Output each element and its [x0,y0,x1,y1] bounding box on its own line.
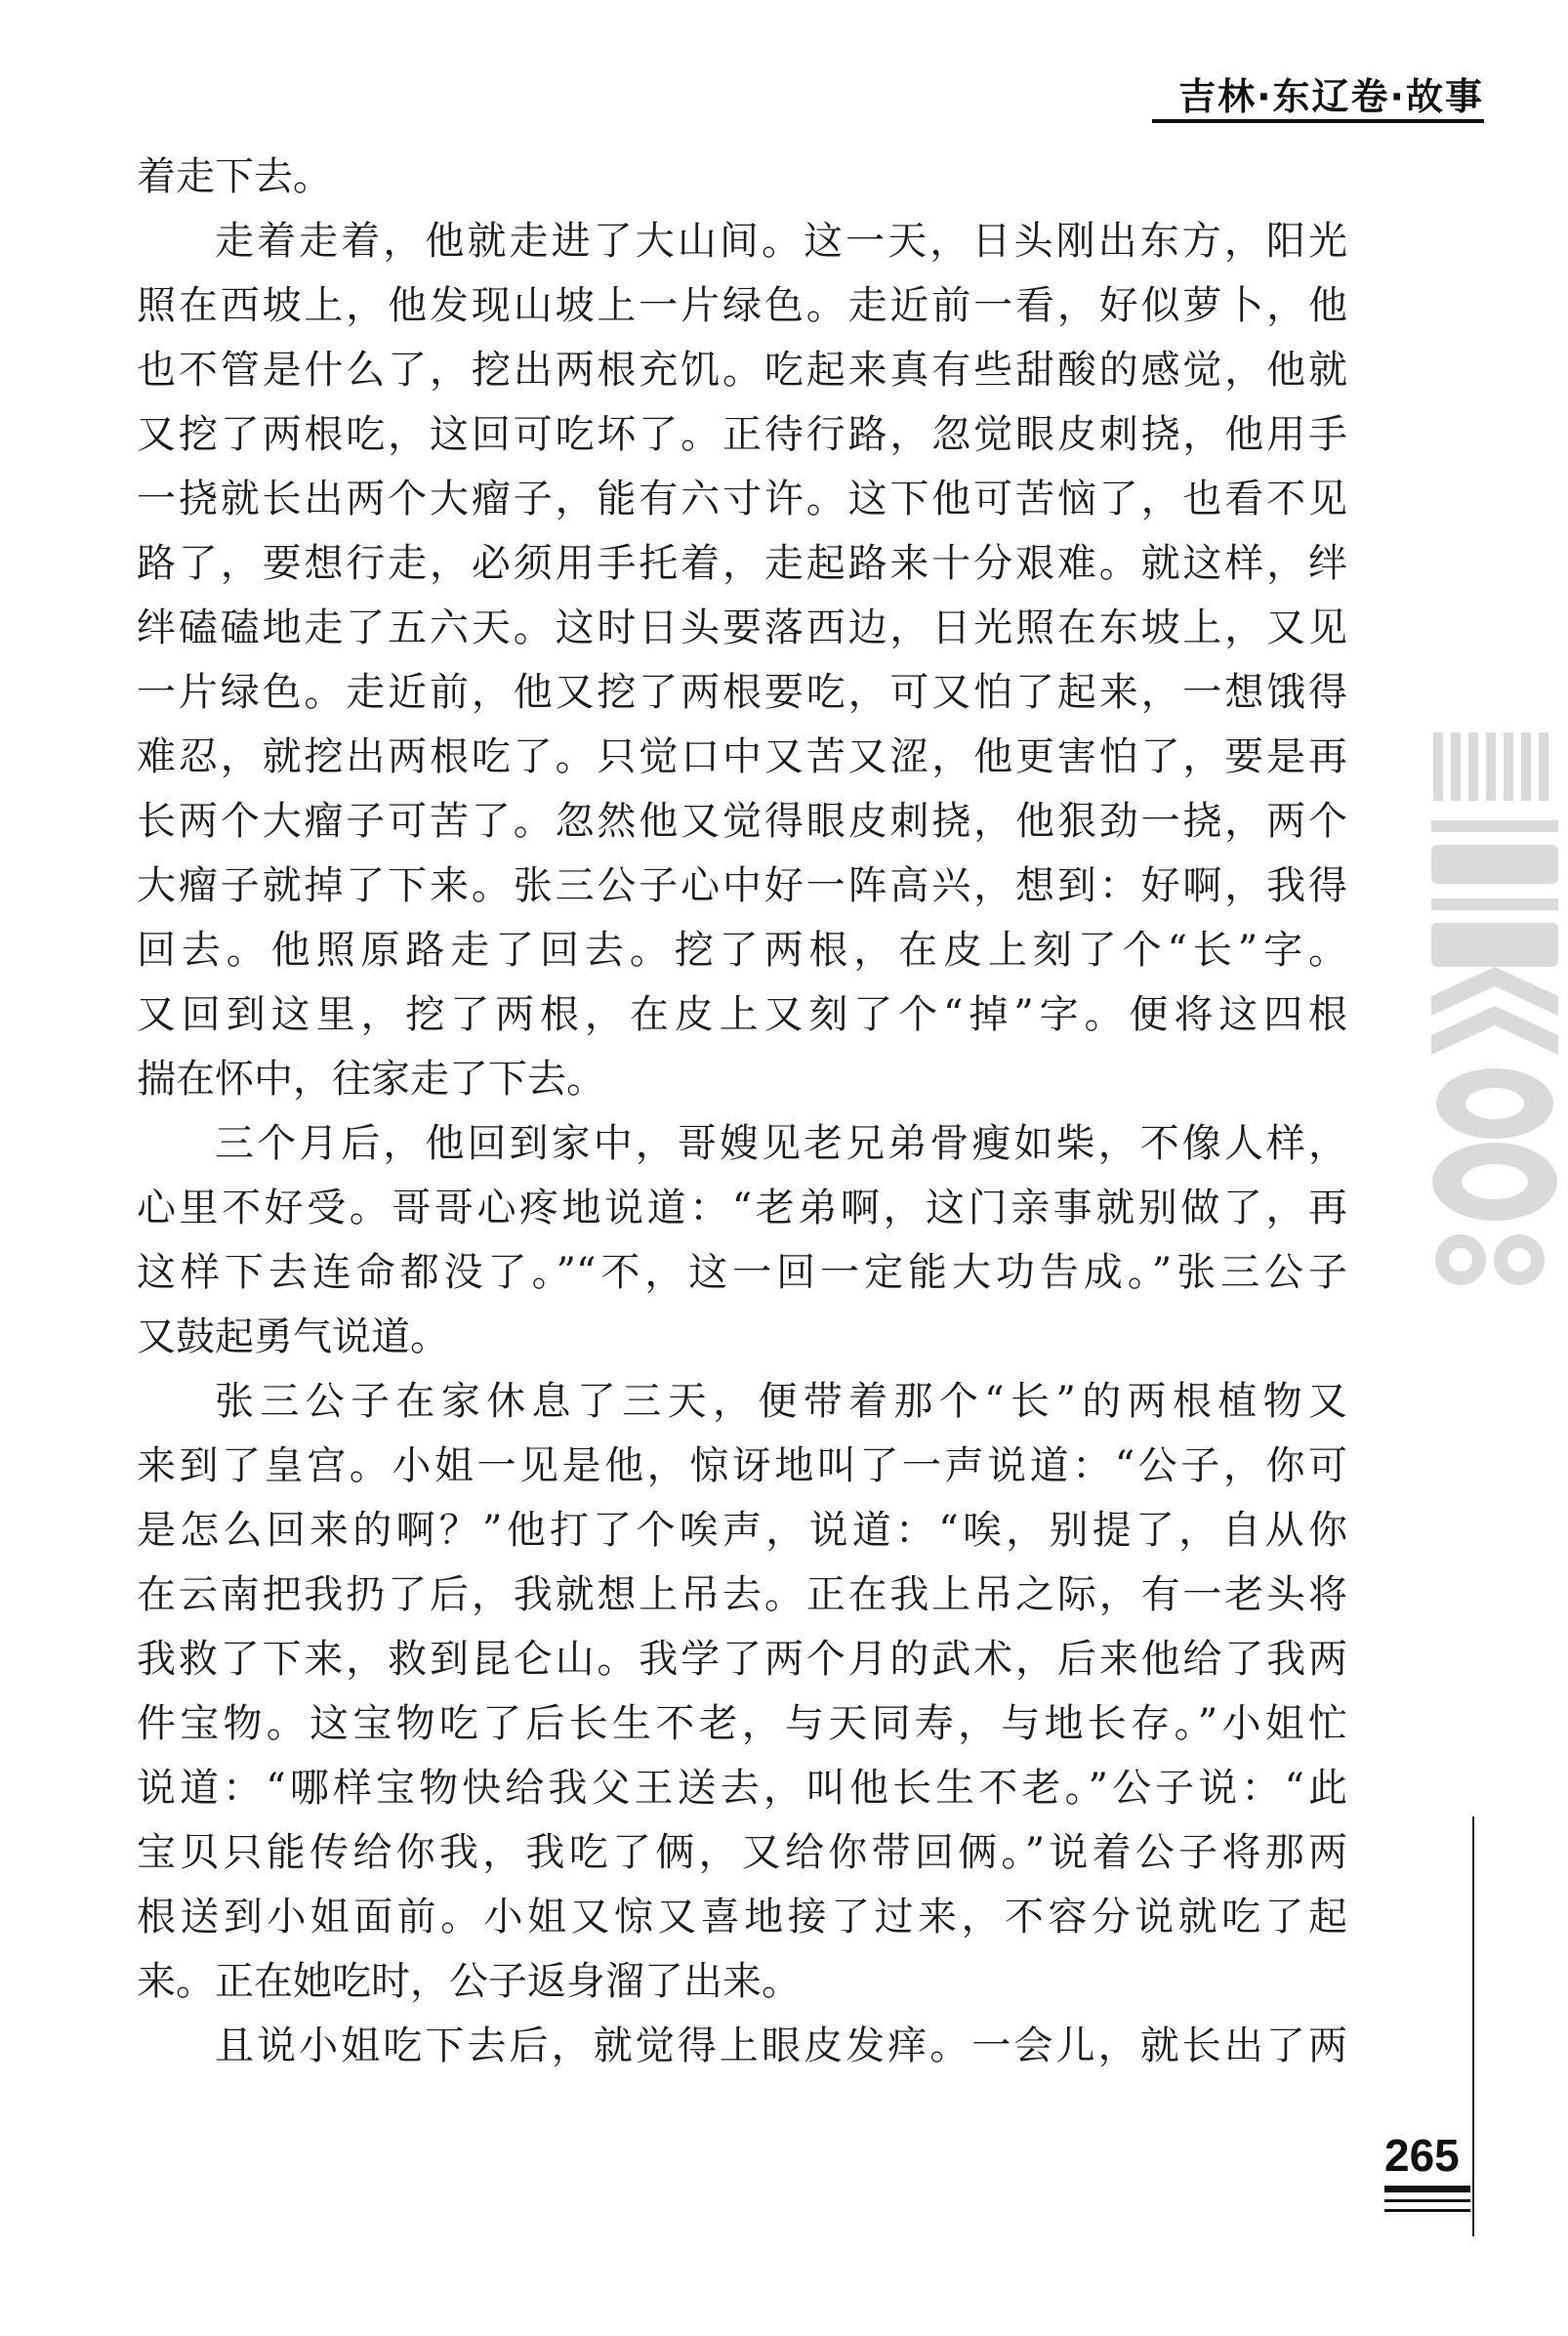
decorative-side-tab-icon [1422,723,1568,1348]
text-line: 来。正在她吃时，公子返身溜了出来。 [137,1959,801,2004]
text-line: 一挠就长出两个大瘤子，能有六寸许。这下他可苦恼了，也看不见 [137,477,1347,521]
text-line: 又回到这里，挖了两根，在皮上又刻了个“掉”字。便将这四根 [137,992,1347,1037]
text-line: 揣在怀中，往家走了下去。 [137,1057,605,1102]
text-line: 着走下去。 [137,154,332,199]
text-line: 来到了皇宫。小姐一见是他，惊讶地叫了一声说道：“公子，你可 [137,1443,1347,1488]
text-line: 也不管是什么了，挖出两根充饥。吃起来真有些甜酸的感觉，他就 [137,348,1347,393]
text-line: 且说小姐吃下去后，就觉得上眼皮发痒。一会儿，就长出了两 [215,2023,1347,2068]
text-line: 绊磕磕地走了五六天。这时日头要落西边，日光照在东坡上，又见 [137,605,1347,650]
page-number: 265 [1384,2130,1460,2181]
text-line: 张三公子在家休息了三天，便带着那个“长”的两根植物又 [215,1379,1347,1424]
text-line: 回去。他照原路走了回去。挖了两根，在皮上刻了个“长”字。 [137,928,1347,973]
text-line: 长两个大瘤子可苦了。忽然他又觉得眼皮刺挠，他狠劲一挠，两个 [137,799,1347,844]
text-line: 在云南把我扔了后，我就想上吊去。正在我上吊之际，有一老头将 [137,1572,1347,1617]
text-line: 照在西坡上，他发现山坡上一片绿色。走近前一看，好似萝卜，他 [137,283,1347,328]
text-line: 宝贝只能传给你我，我吃了俩，又给你带回俩。”说着公子将那两 [137,1830,1347,1875]
text-line: 我救了下来，救到昆仑山。我学了两个月的武术，后来他给了我两 [137,1637,1347,1682]
header-title: 吉林·东辽卷·故事 [1178,75,1484,118]
text-line: 一片绿色。走近前，他又挖了两根要吃，可又怕了起来，一想饿得 [137,670,1347,715]
page-number-rule [1384,2209,1470,2212]
page-body-text [137,145,1347,2078]
text-line: 又挖了两根吃，这回可吃坏了。正待行路，忽觉眼皮刺挠，他用手 [137,412,1347,457]
text-line: 路了，要想行走，必须用手托着，走起路来十分艰难。就这样，绊 [137,541,1347,586]
text-line: 三个月后，他回到家中，哥嫂见老兄弟骨瘦如柴，不像人样， [215,1121,1347,1166]
header-rule [1152,119,1484,123]
text-line: 又鼓起勇气说道。 [137,1314,449,1359]
page-number-rule [1384,2186,1470,2192]
text-line: 走着走着，他就走进了大山间。这一天，日头刚出东方，阳光 [215,219,1347,264]
margin-rule [1472,1816,1474,2236]
text-line: 件宝物。这宝物吃了后长生不老，与天同寿，与地长存。”小姐忙 [137,1701,1347,1746]
text-line: 说道：“哪样宝物快给我父王送去，叫他长生不老。”公子说：“此 [137,1766,1347,1811]
text-line: 大瘤子就掉了下来。张三公子心中好一阵高兴，想到：好啊，我得 [137,863,1347,908]
text-line: 是怎么回来的啊？”他打了个唉声，说道：“唉，别提了，自从你 [137,1508,1347,1553]
text-line: 这样下去连命都没了。”“不，这一回一定能大功告成。”张三公子 [137,1250,1347,1295]
text-line: 难忍，就挖出两根吃了。只觉口中又苦又涩，他更害怕了，要是再 [137,734,1347,779]
text-line: 根送到小姐面前。小姐又惊又喜地接了过来，不容分说就吃了起 [137,1895,1347,1940]
text-line: 心里不好受。哥哥心疼地说道：“老弟啊，这门亲事就别做了，再 [137,1186,1347,1231]
page-number-rule [1384,2199,1470,2202]
